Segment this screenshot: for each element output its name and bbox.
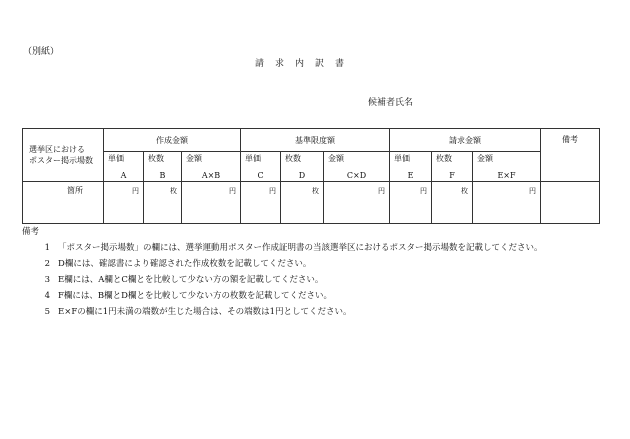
cell-a[interactable]: 円: [104, 182, 144, 224]
note-item: 5 E×Fの欄に1円未満の端数が生じた場合は、その端数は1円としてください。: [44, 307, 352, 317]
cell-exf[interactable]: 円: [473, 182, 541, 224]
document-title: 請求内訳書: [255, 59, 356, 69]
cell-c[interactable]: 円: [241, 182, 281, 224]
col-a-header: 単価 A: [104, 152, 144, 182]
poster-sites-header: 選挙区における ポスター掲示場数: [23, 129, 104, 182]
candidate-name-label: 候補者氏名: [368, 98, 414, 108]
notes-section: [22, 224, 543, 320]
locations-count-cell[interactable]: 箇所: [23, 182, 104, 224]
col-f-header: 枚数 F: [432, 152, 473, 182]
col-d-header: 枚数 D: [281, 152, 324, 182]
cell-f[interactable]: 枚: [432, 182, 473, 224]
cell-d[interactable]: 枚: [281, 182, 324, 224]
col-c-header: 単価 C: [241, 152, 281, 182]
note-item: 2 D欄には、確認書により確認された作成枚数を記載してください。: [44, 259, 312, 269]
col-axb-header: 金額 A×B: [182, 152, 241, 182]
col-e-header: 単価 E: [390, 152, 432, 182]
col-cxd-header: 金額 C×D: [324, 152, 390, 182]
cell-b[interactable]: 枚: [144, 182, 182, 224]
claim-amount-header: 請求金額: [390, 129, 541, 152]
note-item: 4 F欄には、B欄とD欄とを比較して少ない方の枚数を記載してください。: [44, 291, 332, 301]
claim-breakdown-table: [22, 128, 600, 224]
col-exf-header: 金額 E×F: [473, 152, 541, 182]
col-b-header: 枚数 B: [144, 152, 182, 182]
notes-heading: 備考: [22, 227, 40, 237]
production-amount-header: 作成金額: [104, 129, 241, 152]
annex-label: （別紙）: [23, 47, 60, 57]
cell-remarks[interactable]: [541, 182, 600, 224]
cell-e[interactable]: 円: [390, 182, 432, 224]
note-item: 3 E欄には、A欄とC欄とを比較して少ない方の額を記載してください。: [44, 275, 324, 285]
cell-cxd[interactable]: 円: [324, 182, 390, 224]
remarks-header: 備考: [541, 129, 600, 182]
note-item: 1 「ポスター掲示場数」の欄には、選挙運動用ポスター作成証明書の当該選挙区におけるポスター掲示場数を記載してください。: [44, 243, 543, 253]
limit-amount-header: 基準限度額: [241, 129, 390, 152]
cell-axb[interactable]: 円: [182, 182, 241, 224]
